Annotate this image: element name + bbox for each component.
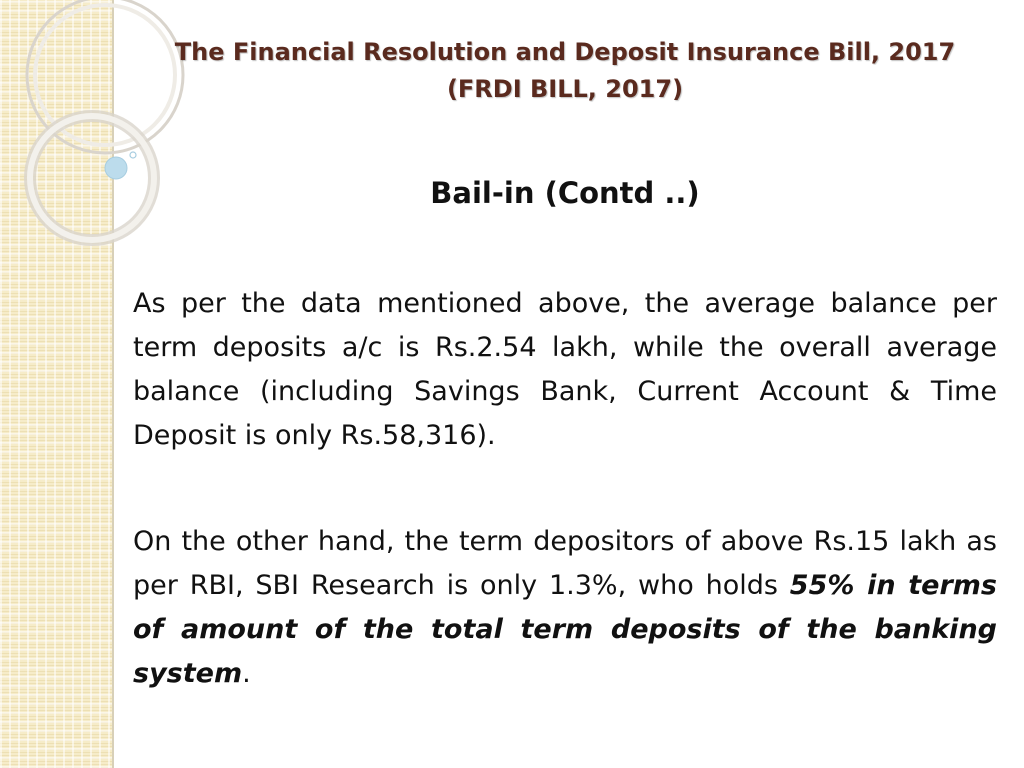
slide-title: [140, 34, 990, 108]
paragraph-2-end: .: [242, 658, 251, 689]
title-line-2: (FRDI BILL, 2017): [446, 75, 684, 103]
paragraph-2-emphasis: 55% in terms of amount of the total term deposits of the banking system: [133, 570, 997, 689]
body-paragraph-2: [133, 520, 997, 696]
paragraph-2-text: On the other hand, the term depositors of above Rs.15 lakh as per RBI, SBI Research is only 1.3%, who holds: [133, 526, 997, 601]
title-line-1: The Financial Resolution and Deposit Insurance Bill, 2017: [174, 38, 956, 66]
slide-subtitle: Bail-in (Contd ..): [430, 176, 700, 210]
body-paragraph-1: As per the data mentioned above, the average balance per term deposits a/c is Rs.2.54 lakh, while the overall average balance (including Savings Bank, Current Account & Time Deposit is only Rs.58,316).: [133, 288, 997, 451]
